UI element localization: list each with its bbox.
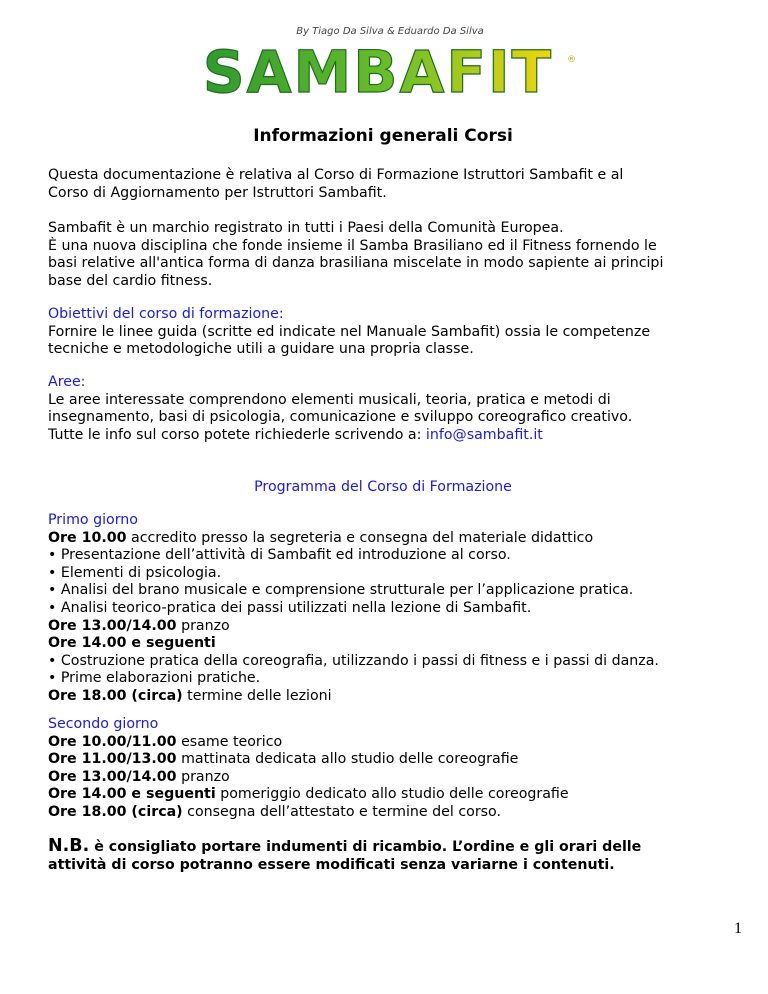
note-section (48, 838, 738, 874)
schedule-line (48, 530, 738, 548)
schedule-text: termine delle lezioni (182, 687, 332, 704)
sambafit-logo (190, 22, 580, 100)
bullet-item: • Elementi di psicologia. (48, 564, 222, 581)
about-line: base del cardio fitness. (48, 272, 213, 289)
contact-line (48, 427, 738, 445)
intro-line: Questa documentazione è relativa al Corso di Formazione Istruttori Sambafit e al (48, 167, 624, 183)
bullet-item: • Costruzione pratica della coreografia, utilizzando i passi di fitness e i passi di danza. (48, 652, 659, 669)
objectives-heading: Obiettivi del corso di formazione: (48, 306, 284, 322)
contact-email-link[interactable]: info@sambafit.it (425, 426, 543, 443)
schedule-time: Ore 18.00 (circa) (48, 803, 183, 820)
schedule-line (48, 786, 738, 804)
objectives-line: tecniche e metodologiche utili a guidare una propria classe. (48, 341, 474, 358)
schedule-line (48, 618, 738, 636)
day2-section (48, 716, 738, 822)
schedule-text: pomeriggio dedicato allo studio delle coreografie (215, 786, 569, 803)
intro-paragraph (48, 167, 738, 202)
areas-line: insegnamento, basi di psicologia, comunicazione e sviluppo coreografico creativo. (48, 409, 633, 426)
schedule-time: Ore 14.00 e seguenti (48, 786, 216, 803)
schedule-text: pranzo (176, 768, 230, 785)
intro-line: Corso di Aggiornamento per Istruttori Sambafit. (48, 184, 387, 201)
contact-text: Tutte le info sul corso potete richiederle scrivendo a: (48, 426, 426, 443)
schedule-text: accredito presso la segreteria e consegna del materiale didattico (126, 529, 594, 546)
areas-section (48, 374, 738, 444)
schedule-time: Ore 10.00/11.00 (48, 733, 177, 750)
bullet-item: • Prime elaborazioni pratiche. (48, 670, 261, 687)
about-line: basi relative all'antica forma di danza brasiliana miscelate in modo sapiente ai principi (48, 255, 664, 272)
logo-registered-mark: ® (567, 55, 576, 65)
schedule-text: consegna dell’attestato e termine del corso. (182, 803, 501, 820)
schedule-time: Ore 13.00/14.00 (48, 768, 177, 785)
about-paragraph (48, 220, 738, 290)
schedule-line (48, 769, 738, 787)
objectives-section (48, 306, 738, 359)
schedule-text: pranzo (176, 617, 230, 634)
logo-wordmark: SAMBAFIT (202, 38, 554, 100)
note-text: è consigliato portare indumenti di ricambio. L’ordine e gli orari delle (89, 839, 642, 855)
page-title: Informazioni generali Corsi (253, 126, 513, 146)
schedule-text: esame teorico (176, 733, 283, 750)
schedule-time: Ore 13.00/14.00 (48, 617, 177, 634)
schedule-time: Ore 14.00 e seguenti (48, 635, 216, 652)
day2-heading: Secondo giorno (48, 716, 159, 732)
day1-section (48, 512, 738, 706)
schedule-time: Ore 11.00/13.00 (48, 751, 177, 768)
bullet-item: • Analisi del brano musicale e comprensione strutturale per l’applicazione pratica. (48, 582, 634, 599)
about-line: Sambafit è un marchio registrato in tutti i Paesi della Comunità Europea. (48, 220, 564, 236)
program-heading: Programma del Corso di Formazione (254, 479, 512, 495)
bullet-item: • Analisi teorico-pratica dei passi utilizzati nella lezione di Sambafit. (48, 599, 532, 616)
note-line: attività di corso potranno essere modificati senza variarne i contenuti. (48, 856, 615, 873)
schedule-time: Ore 10.00 (48, 529, 127, 546)
schedule-line (48, 751, 738, 769)
logo-byline: By Tiago Da Silva & Eduardo Da Silva (296, 26, 484, 37)
about-line: È una nuova disciplina che fonde insieme il Samba Brasiliano ed il Fitness fornendo le (48, 237, 657, 254)
schedule-time: Ore 18.00 (circa) (48, 687, 183, 704)
day1-heading: Primo giorno (48, 512, 138, 528)
areas-heading: Aree: (48, 374, 86, 390)
note-label: N.B. (48, 836, 90, 856)
page-number: 1 (734, 920, 742, 937)
schedule-line (48, 804, 738, 822)
schedule-text: mattinata dedicata allo studio delle coreografie (176, 751, 519, 768)
schedule-line (48, 734, 738, 752)
areas-line: Le aree interessate comprendono elementi musicali, teoria, pratica e metodi di (48, 391, 611, 408)
objectives-line: Fornire le linee guida (scritte ed indicate nel Manuale Sambafit) ossia le competenze (48, 323, 651, 340)
bullet-item: • Presentazione dell’attività di Sambafit ed introduzione al corso. (48, 547, 511, 564)
schedule-line (48, 688, 738, 706)
note-line (48, 838, 738, 857)
